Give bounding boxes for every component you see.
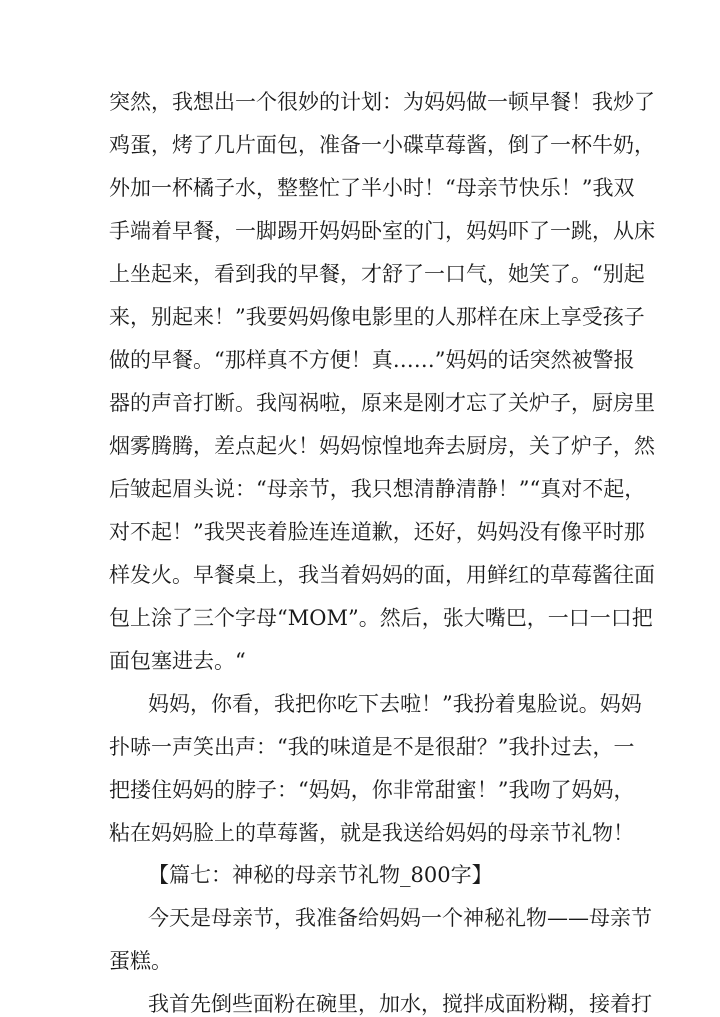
text-line-15: 妈妈，你看，我把你吃下去啦！”我扮着鬼脸说。妈妈 bbox=[148, 692, 642, 716]
text-line-8: 器的声音打断。我闯祸啦，原来是刚才忘了关炉子，厨房里 bbox=[109, 391, 655, 415]
text-line-11: 对不起！”我哭丧着脸连连道歉，还好，妈妈没有像平时那 bbox=[109, 520, 645, 544]
text-line-22: 我首先倒些面粉在碗里，加水，搅拌成面粉糊，接着打 bbox=[148, 992, 652, 1016]
text-line-10: 后皱起眉头说：“母亲节，我只想清静清静！”“真对不起， bbox=[109, 477, 646, 501]
text-line-1: 突然，我想出一个很妙的计划：为妈妈做一顿早餐！我炒了 bbox=[109, 90, 655, 114]
section-heading: 【篇七：神秘的母亲节礼物_800字】 bbox=[148, 863, 493, 887]
text-line-6: 来，别起来！”我要妈妈像电影里的人那样在床上享受孩子 bbox=[109, 305, 645, 329]
text-line-12: 样发火。早餐桌上，我当着妈妈的面，用鲜红的草莓酱往面 bbox=[109, 563, 655, 587]
text-line-14: 面包塞进去。“ bbox=[109, 649, 246, 673]
text-line-17: 把搂住妈妈的脖子：“妈妈，你非常甜蜜！”我吻了妈妈， bbox=[109, 778, 635, 802]
text-line-13: 包上涂了三个字母“MOM”。然后，张大嘴巴，一口一口把 bbox=[109, 606, 653, 630]
text-line-2: 鸡蛋，烤了几片面包，准备一小碟草莓酱，倒了一杯牛奶， bbox=[109, 133, 655, 157]
text-line-18: 粘在妈妈脸上的草莓酱，就是我送给妈妈的母亲节礼物！ bbox=[109, 821, 634, 845]
text-line-4: 手端着早餐，一脚踢开妈妈卧室的门，妈妈吓了一跳，从床 bbox=[109, 219, 655, 243]
text-line-5: 上坐起来，看到我的早餐，才舒了一口气，她笑了。“别起 bbox=[109, 262, 645, 286]
text-line-16: 扑哧一声笑出声：“我的味道是不是很甜？”我扑过去，一 bbox=[109, 735, 635, 759]
text-line-7: 做的早餐。“那样真不方便！真……”妈妈的话突然被警报 bbox=[109, 348, 635, 372]
text-line-21: 蛋糕。 bbox=[109, 949, 172, 973]
text-line-20: 今天是母亲节，我准备给妈妈一个神秘礼物——母亲节 bbox=[148, 906, 652, 930]
text-line-9: 烟雾腾腾，差点起火！妈妈惊惶地奔去厨房，关了炉子，然 bbox=[109, 434, 655, 458]
text-line-3: 外加一杯橘子水，整整忙了半小时！“母亲节快乐！”我双 bbox=[109, 176, 635, 200]
